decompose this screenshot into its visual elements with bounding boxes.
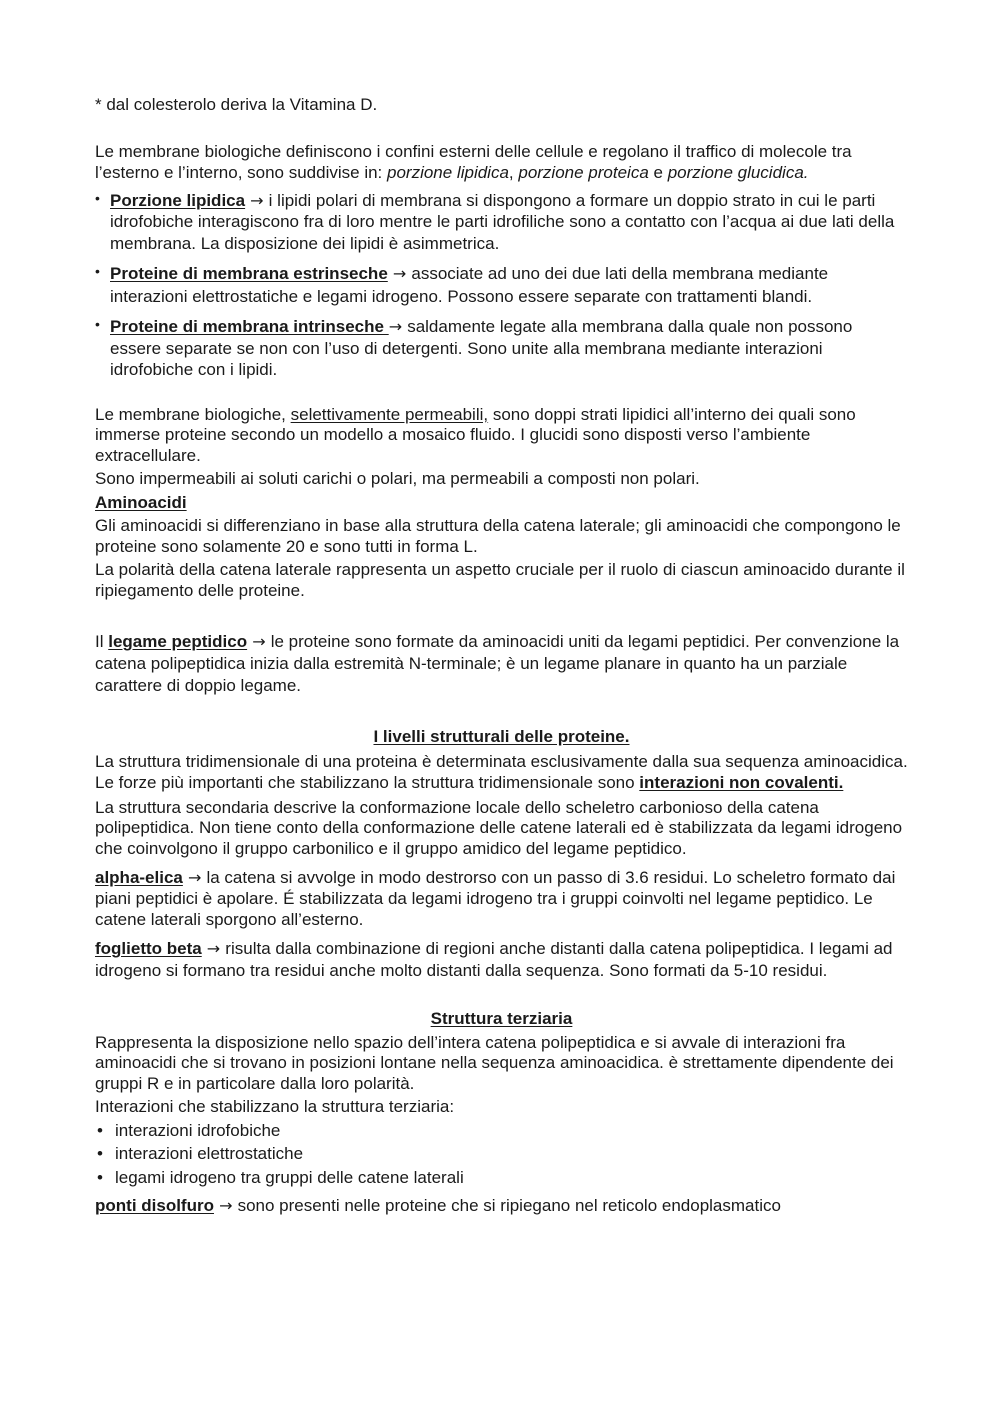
peptide-bond bbox=[95, 631, 908, 697]
tertiary-paragraph-1: Rappresenta la disposizione nello spazio dell’intera catena polipeptidica e si avvale di interazioni fra aminoacidi che si trovano in posizioni lontane nella sequenza aminoacidica. è strettamente dipendente dei gruppi R e in particolare dalla loro polarità. bbox=[95, 1032, 894, 1093]
selective-term: selettivamente permeabili, bbox=[290, 404, 489, 424]
disulfide-term: ponti disolfuro bbox=[95, 1196, 214, 1215]
tertiary-paragraph-2: Interazioni che stabilizzano la struttura terziaria: bbox=[95, 1097, 455, 1116]
arrow-icon: → bbox=[387, 264, 412, 283]
period: . bbox=[803, 163, 809, 182]
item-term: Proteine di membrana estrinseche bbox=[110, 264, 388, 283]
tertiary-interactions-list bbox=[95, 1121, 908, 1189]
item-text: saldamente legate alla membrana dalla quale non possono essere separate se non con l’uso di detergenti. Sono unite alla membrana mediante interazioni idrofobiche con i lipidi. bbox=[110, 317, 853, 379]
item-term: Proteine di membrana intrinseche bbox=[110, 317, 389, 336]
item-text: i lipidi polari di membrana si dispongono a formare un doppio strato in cui le parti idrofobiche interagiscono fra di loro mentre le parti idrofiliche sono a contatto con l’acqua ai due lati della membrana. La disposizione dei lipidi è asimmetrica. bbox=[110, 190, 895, 253]
arrow-icon: → bbox=[245, 190, 269, 210]
selective-pre: Le membrane biologiche, bbox=[95, 404, 291, 424]
alpha-helix bbox=[95, 867, 908, 930]
beta-term: foglietto beta bbox=[95, 939, 202, 958]
selective-permeability bbox=[95, 405, 908, 467]
list-item bbox=[95, 190, 908, 255]
item-term: Porzione lipidica bbox=[110, 190, 246, 210]
list-item: • interazioni elettrostatiche bbox=[95, 1144, 908, 1165]
peptide-term: legame peptidico bbox=[108, 632, 248, 651]
levels-text: La struttura tridimensionale di una proteina è determinata esclusivamente dalla sua sequenza aminoacidica. Le forze più importanti che stabilizzano la struttura tridimensionale sono bbox=[95, 751, 908, 792]
separator: , bbox=[508, 163, 519, 182]
vitamin-note: * dal colesterolo deriva la Vitamina D. bbox=[95, 95, 378, 114]
item-text: associate ad uno dei due lati della membrana mediante interazioni elettrostatiche e legami idrogeno. Possono essere separate con trattamenti blandi. bbox=[110, 264, 829, 306]
separator: e bbox=[648, 163, 668, 182]
levels-paragraph-1 bbox=[95, 751, 908, 794]
tertiary-heading: Struttura terziaria bbox=[430, 1009, 573, 1028]
list-item bbox=[95, 316, 908, 381]
membranes-intro-text: Le membrane biologiche definiscono i confini esterni delle cellule e regolano il traffico di molecole tra l’esterno e l’interno, sono suddivise in: bbox=[95, 141, 852, 182]
alpha-text: la catena si avvolge in modo destrorso con un passo di 3.6 residui. Lo scheletro formato dai piani peptidici è apolare. É stabilizzata da legami idrogeno tra i gruppi coinvolti nel legame peptidico. Le catene laterali sporgono all’esterno. bbox=[95, 868, 896, 929]
arrow-icon: → bbox=[182, 868, 207, 887]
list-item: • legami idrogeno tra gruppi delle catene laterali bbox=[95, 1168, 908, 1189]
alpha-term: alpha-elica bbox=[95, 868, 183, 887]
lipid-portion-term: porzione lipidica bbox=[387, 163, 509, 182]
protein-portion-term: porzione proteica bbox=[518, 163, 649, 182]
disulfide-bridges bbox=[95, 1196, 908, 1217]
aminoacids-paragraph-2: La polarità della catena laterale rappresenta un aspetto cruciale per il ruolo di ciascun aminoacido durante il ripiegamento delle proteine. bbox=[95, 560, 905, 600]
arrow-icon: → bbox=[247, 632, 271, 651]
impermeable-note: Sono impermeabili ai soluti carichi o polari, ma permeabili a composti non polari. bbox=[95, 469, 700, 488]
disulfide-text: sono presenti nelle proteine che si ripiegano nel reticolo endoplasmatico bbox=[237, 1196, 781, 1215]
arrow-icon: → bbox=[213, 1196, 238, 1215]
glucid-portion-term: porzione glucidica bbox=[667, 163, 804, 182]
peptide-pre: Il bbox=[95, 632, 109, 651]
levels-paragraph-2: La struttura secondaria descrive la conformazione locale dello scheletro carbonioso della catena polipeptidica. Non tiene conto della conformazione delle catene laterali ed è stabilizzata da legami idrogeno che coinvolgono il gruppo carbonilico e il gruppo amidico del legame peptidico. bbox=[95, 797, 903, 858]
membrane-components-list bbox=[95, 190, 908, 381]
arrow-icon: → bbox=[201, 939, 226, 958]
peptide-text: le proteine sono formate da aminoacidi uniti da legami peptidici. Per convenzione la catena polipeptidica inizia dalla estremità N-terminale; è un legame planare in quanto ha un parziale carattere di doppio legame. bbox=[95, 632, 900, 695]
levels-heading: I livelli strutturali delle proteine. bbox=[373, 727, 630, 746]
list-item bbox=[95, 262, 908, 308]
noncovalent-term: interazioni non covalenti. bbox=[639, 773, 844, 792]
aminoacids-paragraph-1: Gli aminoacidi si differenziano in base alla struttura della catena laterale; gli aminoacidi che compongono le proteine sono solamente 20 e sono tutti in forma L. bbox=[95, 516, 901, 556]
beta-sheet bbox=[95, 938, 908, 981]
arrow-icon: → bbox=[388, 317, 408, 336]
aminoacids-heading: Aminoacidi bbox=[95, 492, 187, 512]
beta-text: risulta dalla combinazione di regioni anche distanti dalla catena polipeptidica. I legami ad idrogeno si formano tra residui anche molto distanti dalla sequenza. Sono formati da 5-10 residui. bbox=[95, 939, 893, 980]
membranes-intro bbox=[95, 141, 908, 184]
list-item: • interazioni idrofobiche bbox=[95, 1121, 908, 1142]
selective-post: sono doppi strati lipidici all’interno dei quali sono immerse proteine secondo un modello a mosaico fluido. I glucidi sono disposti verso l’ambiente extracellulare. bbox=[95, 404, 856, 465]
